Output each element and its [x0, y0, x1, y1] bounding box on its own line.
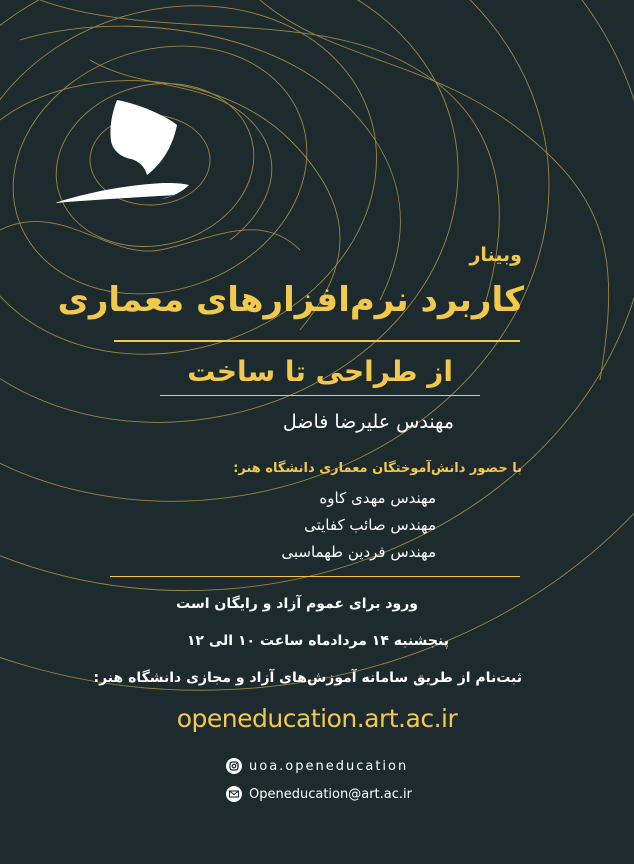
title-divider	[114, 340, 520, 342]
entry-note: ورود برای عموم آزاد و رایگان است	[176, 596, 418, 612]
email-contact[interactable]	[226, 784, 412, 804]
speaker-name: مهندس علیرضا فاضل	[282, 411, 454, 433]
event-subtitle: از طراحی تا ساخت	[187, 355, 453, 388]
event-datetime: پنجشنبه ۱۴ مردادماه ساعت ۱۰ الی ۱۲	[186, 633, 449, 649]
instagram-contact[interactable]	[226, 756, 408, 776]
mail-icon	[226, 786, 242, 802]
guest-name: مهندس صائب کفایتی	[304, 516, 436, 534]
guests-heading: با حضور دانش‌آموختگان معماری دانشگاه هنر:	[233, 461, 522, 476]
instagram-icon	[226, 758, 242, 774]
event-type-label: وبینار	[469, 244, 522, 266]
guest-name: مهندس فردین طهماسبی	[281, 543, 436, 561]
university-logo-icon	[55, 95, 195, 210]
guest-name: مهندس مهدی کاوه	[319, 489, 436, 507]
event-title: کاربرد نرم‌افزارهای معماری	[57, 280, 524, 320]
instagram-handle: uoa.openeducation	[249, 758, 409, 774]
section-divider	[110, 576, 520, 577]
registration-link[interactable]: openeducation.art.ac.ir	[176, 704, 458, 733]
registration-note: ثبت‌نام از طریق سامانه آموزش‌های آزاد و مجازی دانشگاه هنر:	[93, 670, 522, 686]
subtitle-divider	[160, 395, 480, 396]
email-address: Openeducation@art.ac.ir	[249, 786, 412, 802]
